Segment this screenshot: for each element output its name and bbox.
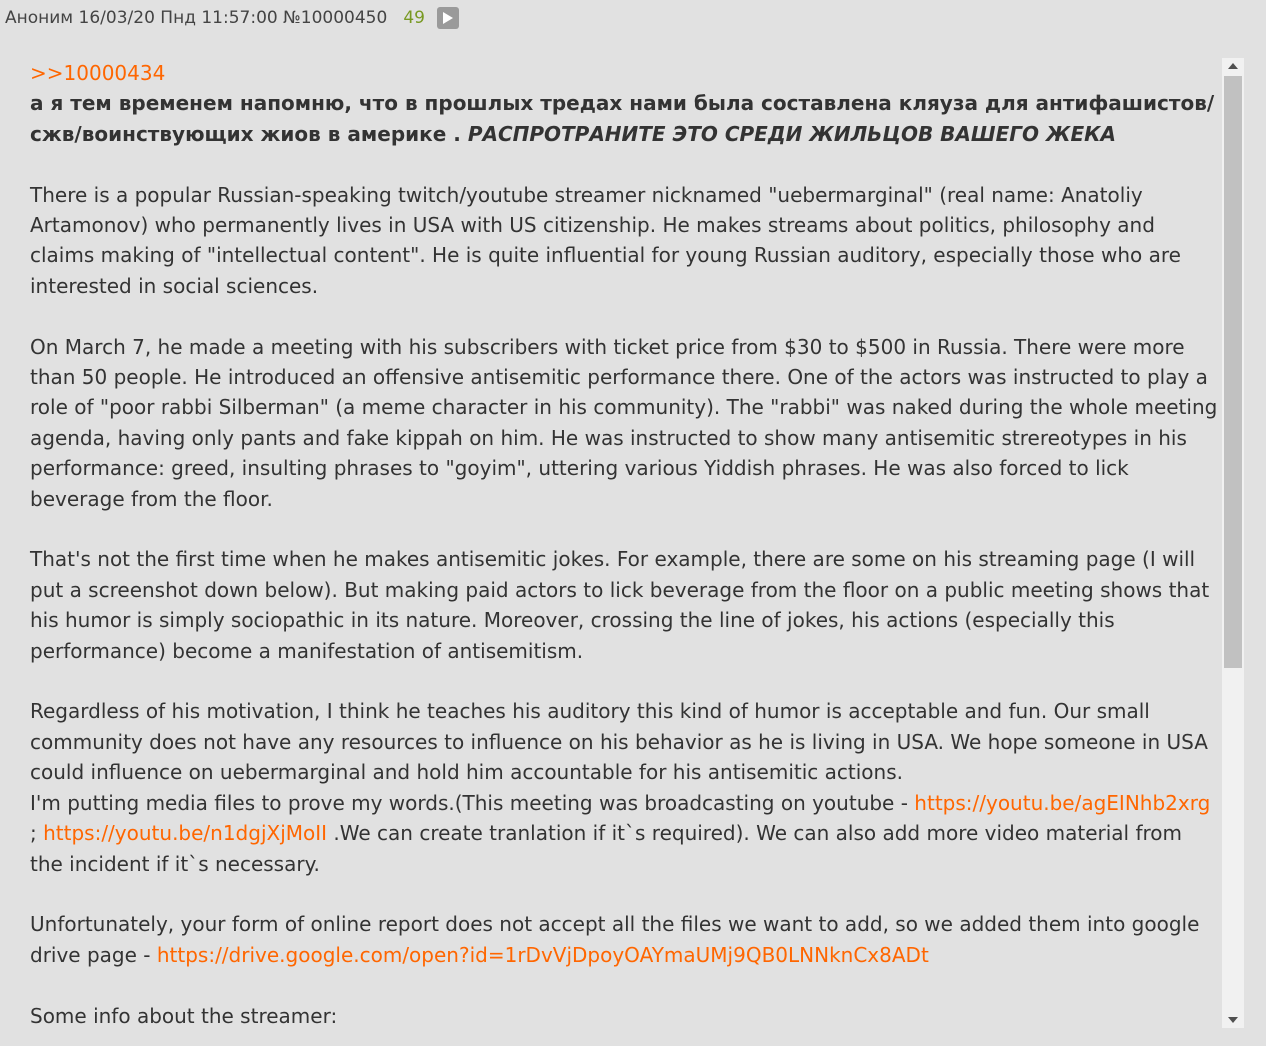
media-intro-text: I'm putting media files to prove my words.(This meeting was broadcasting on youtube - xyxy=(30,790,915,815)
drive-intro-text: Unfortunately, your form of online report does not accept all the files we want to add, so we added them into google drive page - xyxy=(30,912,1200,967)
post-header xyxy=(5,5,459,31)
youtube-link-1[interactable]: https://youtu.be/agEINhb2xrg xyxy=(914,790,1211,815)
vertical-scrollbar[interactable] xyxy=(1222,58,1244,1028)
paragraph-meeting: On March 7, he made a meeting with his subscribers with ticket price from $30 to $500 in Russia. There were more than 50 people. He introduced an offensive antisemitic performance there. One of the actors was instructed to play a role of "poor rabbi Silberman" (a meme character in his community). The "rabbi" was naked during the whole meeting agenda, having only pants and fake kippah on him. He was instructed to show many antisemitic strereotypes in his performance: greed, insulting phrases to "goyim", uttering various Yiddish phrases. He was also forced to lick beverage from the floor. xyxy=(30,334,1218,511)
paragraph-streamer-info: Some info about the streamer: xyxy=(30,1003,338,1028)
scroll-down-arrow-icon xyxy=(1228,1017,1238,1023)
scroll-up-arrow-icon xyxy=(1228,63,1238,69)
paragraph-jokes: That's not the first time when he makes antisemitic jokes. For example, there are some on his streaming page (I will put a screenshot down below). But making paid actors to lick beverage from the floor on a public meeting shows that his humor is simply sociopathic in its nature. Moreover, crossing the line of jokes, his actions (especially this performance) become a manifestation of antisemitism. xyxy=(30,547,1210,663)
paragraph-intro: There is a popular Russian-speaking twitch/youtube streamer nicknamed "uebermarginal" (real name: Anatoliy Artamonov) who permanently lives in USA with US citizenship. He makes streams about politics, philosophy and claims making of "intellectual content". He is quite influential for young Russian auditory, especially those who are interested in social sciences. xyxy=(30,182,1181,298)
scroll-down-button[interactable] xyxy=(1222,1012,1244,1028)
link-separator: ; xyxy=(30,821,44,846)
expand-button[interactable] xyxy=(437,7,459,29)
media-outro-text: .We can create tranlation if it`s required). We can also add more video material from the incident if it`s necessary. xyxy=(30,821,1183,876)
quote-emphasis: РАСПРОТРАНИТЕ ЭТО СРЕДИ ЖИЛЬЦОВ ВАШЕГО ЖЕКА xyxy=(467,121,1116,146)
reply-reference-link[interactable]: >>10000434 xyxy=(30,61,166,85)
reply-count[interactable]: 49 xyxy=(403,8,425,28)
paragraph-motivation: Regardless of his motivation, I think he teaches his auditory this kind of humor is acceptable and fun. Our small community does not have any resources to influence on his behavior as he is living in USA. We hope someone in USA could influence on uebermarginal and hold him accountable for his antisemitic actions. xyxy=(30,699,1208,785)
scroll-up-button[interactable] xyxy=(1222,58,1244,74)
quote-text: а я тем временем напомню, что в прошлых тредах нами была составлена кляуза для антифашистов/сжв/воинствующих жиов в америке . xyxy=(30,91,1215,146)
post-container xyxy=(0,58,1244,1028)
youtube-link-2[interactable]: https://youtu.be/n1dgjXjMoII xyxy=(43,821,328,846)
post-meta: Аноним 16/03/20 Пнд 11:57:00 №10000450 xyxy=(5,8,388,28)
play-triangle-icon xyxy=(443,12,453,24)
scroll-thumb[interactable] xyxy=(1224,76,1242,668)
post-body xyxy=(30,58,1220,1028)
google-drive-link[interactable]: https://drive.google.com/open?id=1rDvVjDpoyOAYmaUMj9QB0LNNknCx8ADt xyxy=(156,942,929,967)
